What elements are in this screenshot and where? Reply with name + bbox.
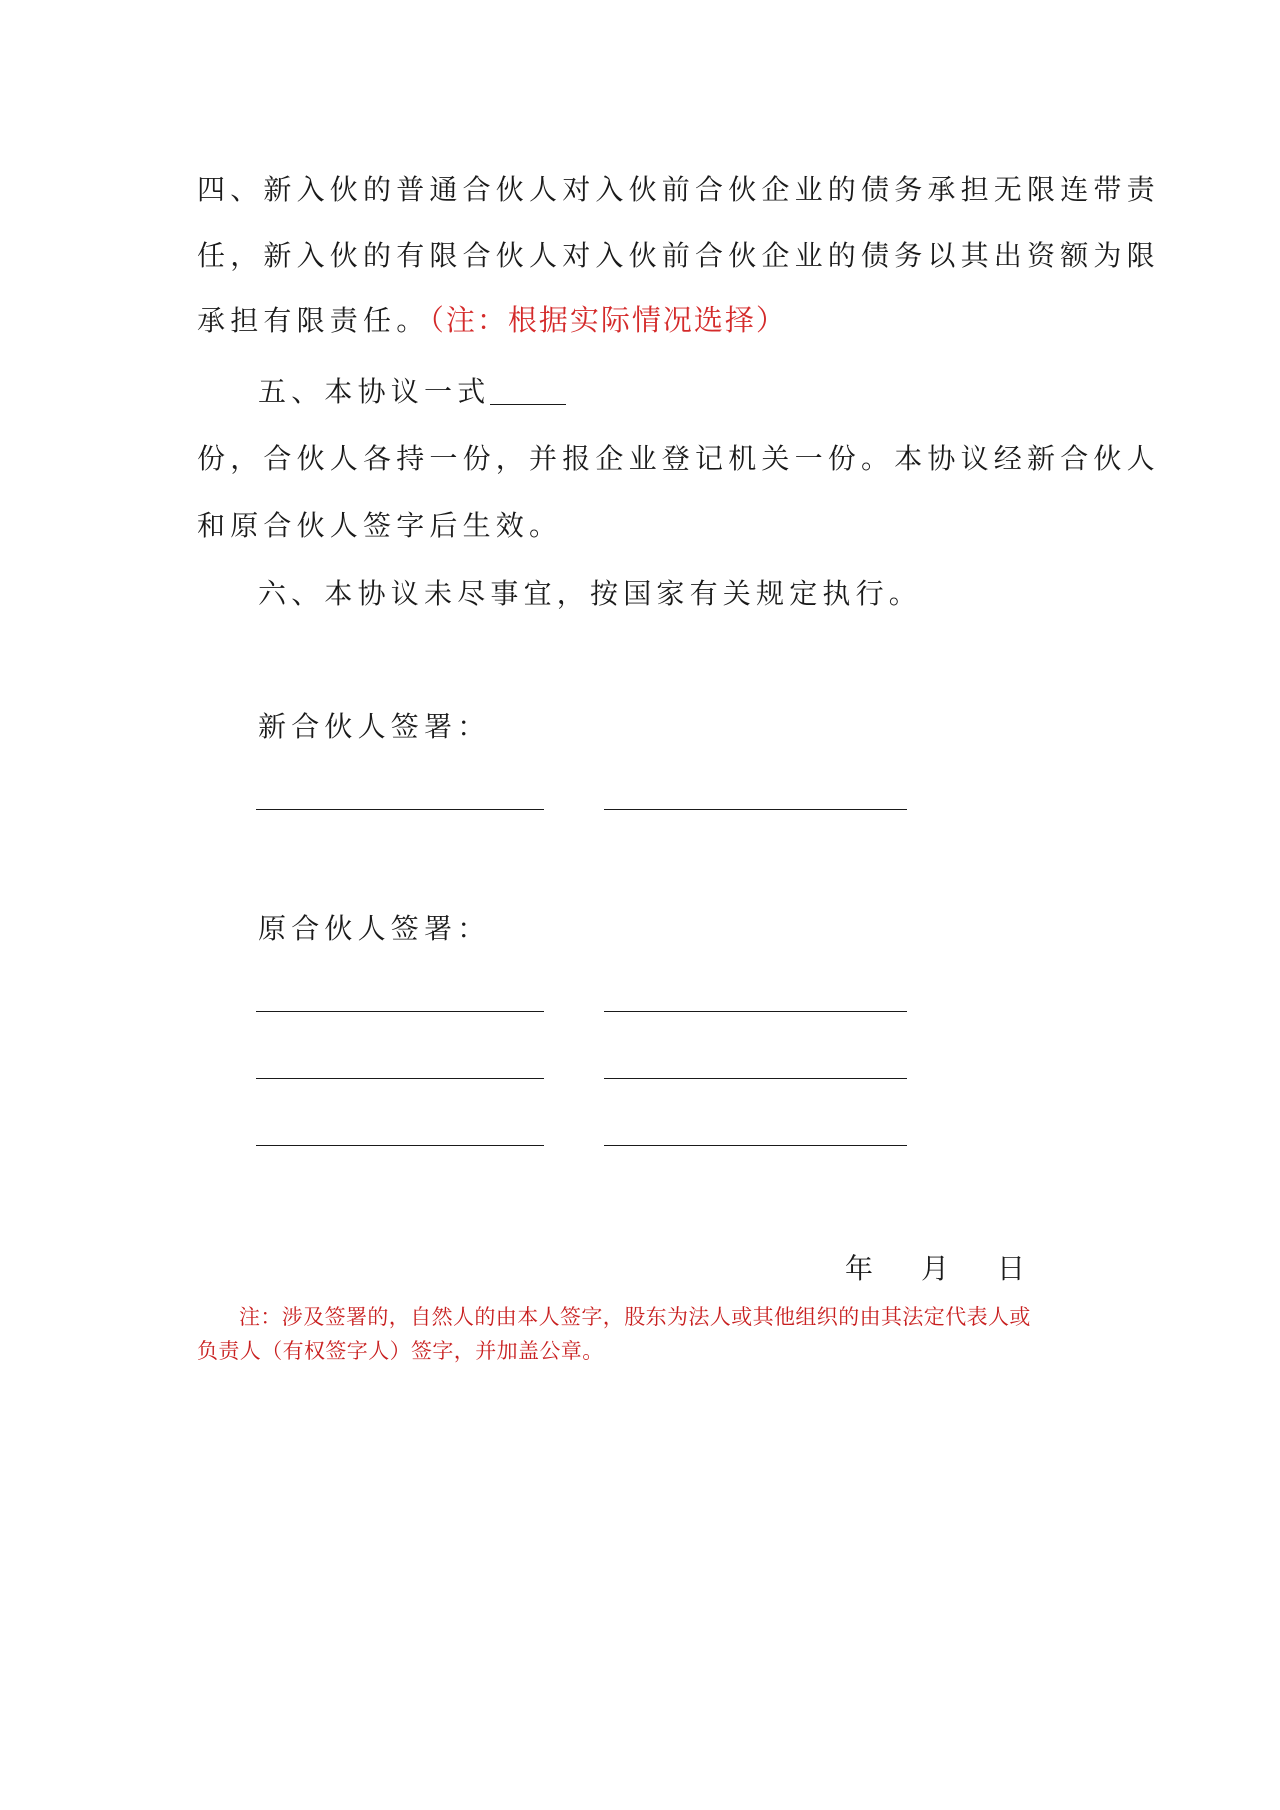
clause4-selection-note: （注：根据实际情况选择） <box>429 303 787 337</box>
clause4-line3 <box>197 303 787 337</box>
date-year-label: 年 <box>845 1252 874 1285</box>
original-partner-signature-line[interactable] <box>604 1011 907 1012</box>
original-partner-signature-label: 原合伙人签署： <box>258 912 491 945</box>
new-partner-signature-line[interactable] <box>604 809 907 810</box>
footnote-line1: 注：涉及签署的，自然人的由本人签字，股东为法人或其他组织的由其法定代表人或 <box>239 1305 1031 1329</box>
clause5-line1-text: 五、本协议一式 <box>258 375 491 408</box>
original-partner-signature-line[interactable] <box>256 1145 544 1146</box>
date-day-label: 日 <box>997 1252 1026 1285</box>
original-partner-signature-line[interactable] <box>604 1145 907 1146</box>
original-partner-signature-line[interactable] <box>256 1078 544 1079</box>
clause4-line1: 四、新入伙的普通合伙人对入伙前合伙企业的债务承担无限连带责 <box>197 173 1160 206</box>
date-month-label: 月 <box>921 1252 950 1285</box>
clause5-line1 <box>258 375 566 408</box>
signing-footnote <box>197 1300 1087 1368</box>
footnote-line2: 负责人（有权签字人）签字，并加盖公章。 <box>197 1339 604 1363</box>
clause5-line2: 份，合伙人各持一份，并报企业登记机关一份。本协议经新合伙人 <box>197 442 1160 475</box>
clause4-line2: 任，新入伙的有限合伙人对入伙前合伙企业的债务以其出资额为限 <box>197 239 1160 272</box>
new-partner-signature-label: 新合伙人签署： <box>258 710 491 743</box>
original-partner-signature-line[interactable] <box>256 1011 544 1012</box>
copies-count-blank[interactable] <box>490 378 566 405</box>
original-partner-signature-line[interactable] <box>604 1078 907 1079</box>
clause5-line3: 和原合伙人签字后生效。 <box>197 509 563 542</box>
clause6-line1: 六、本协议未尽事宜，按国家有关规定执行。 <box>258 577 923 610</box>
clause4-line3-text: 承担有限责任。 <box>197 304 430 337</box>
new-partner-signature-line[interactable] <box>256 809 544 810</box>
